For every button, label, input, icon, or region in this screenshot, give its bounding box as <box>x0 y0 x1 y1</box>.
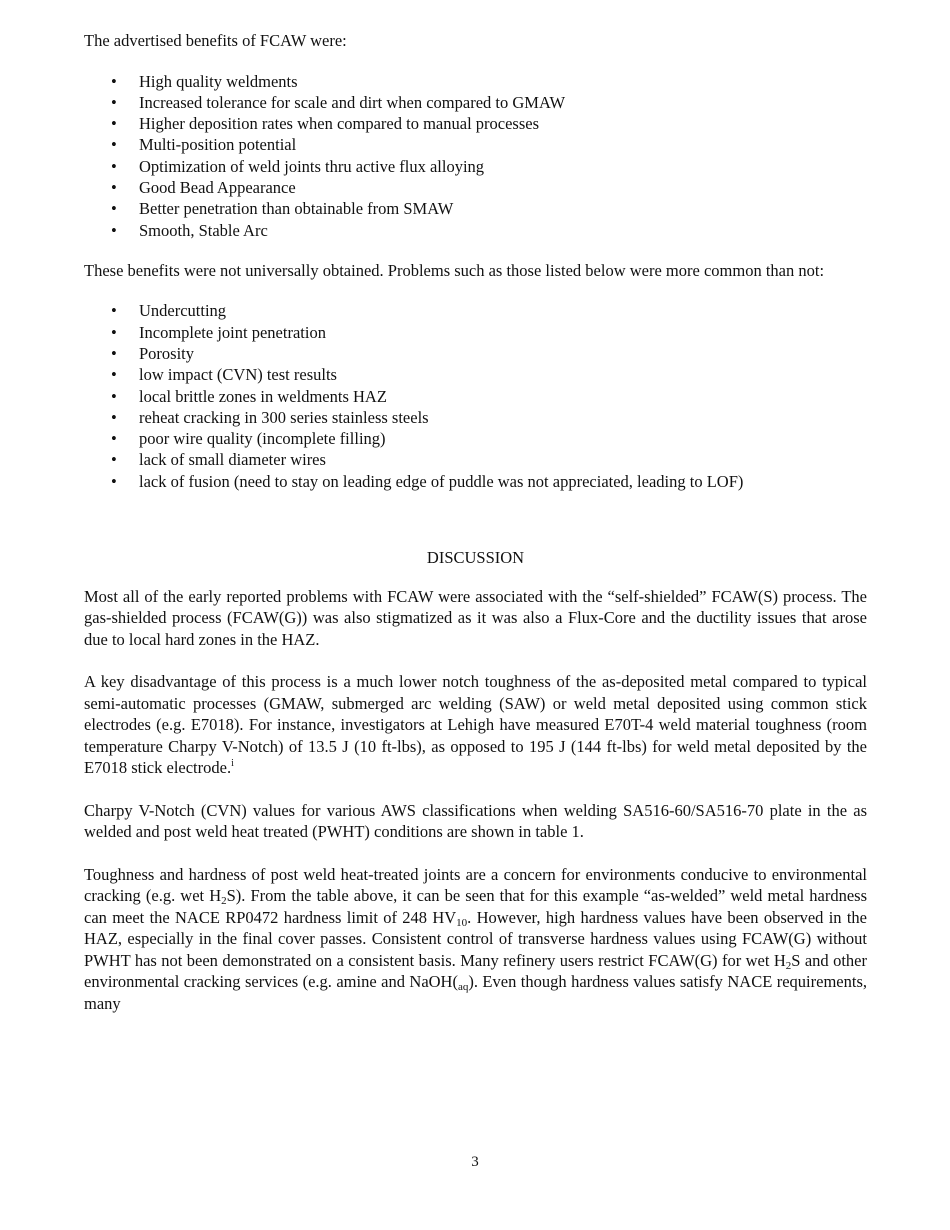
subscript: aq <box>457 981 469 994</box>
subscript: 2 <box>221 895 227 908</box>
benefit-item: • Better penetration than obtainable from SMAW <box>84 198 867 219</box>
benefit-item: • Smooth, Stable Arc <box>84 220 867 241</box>
text-run: . However, high hardness values have been observed in the HAZ, especially in the final cover passes. Consistent control of transverse hardness values using FCAW(G) without PWHT has not been demonstrated on a consistent basis. Many refinery users restrict FCAW(G) for wet H <box>84 907 867 970</box>
paragraph-text: A key disadvantage of this process is a much lower notch toughness of the as-deposited metal compared to typical semi-automatic processes (GMAW, submerged arc welding (SAW) or weld metal deposited using common stick electrodes (e.g. E7018). For instance, investigators at Lehigh have measured E70T-4 weld material toughness (room temperature Charpy V-Notch) of 13.5 J (10 ft-lbs), as opposed to 195 J (144 ft-lbs) for weld metal deposited by the E7018 stick electrode. <box>84 672 867 778</box>
benefit-item: • High quality weldments <box>84 71 867 92</box>
page-number: 3 <box>471 1154 479 1170</box>
benefits-intro: The advertised benefits of FCAW were: <box>84 31 347 50</box>
text-run: ). Even though hardness values satisfy NACE requirements, many <box>84 972 868 1013</box>
problem-item: • Incomplete joint penetration <box>84 322 867 343</box>
paragraph-hardness <box>84 864 867 1015</box>
problem-item: • reheat cracking in 300 series stainless steels <box>84 407 867 428</box>
text-run: S). From the table above, it can be seen that for this example “as-welded” weld metal hardness can meet the NACE RP0472 hardness limit of 248 HV <box>84 886 867 927</box>
problem-item: • lack of fusion (need to stay on leading edge of puddle was not appreciated, leading to LOF) <box>84 471 867 492</box>
benefit-item: • Good Bead Appearance <box>84 177 867 198</box>
subscript: 10 <box>456 916 468 929</box>
problem-item: • local brittle zones in weldments HAZ <box>84 386 867 407</box>
subscript: 2 <box>785 959 792 972</box>
paragraph-notch-toughness <box>84 671 867 779</box>
section-heading: DISCUSSION <box>426 548 525 568</box>
problems-intro: These benefits were not universally obtained. Problems such as those listed below were more common than not: <box>84 260 825 280</box>
text-run: Toughness and hardness of post weld heat-treated joints are a concern for environments conducive to environmental cracking (e.g. wet H <box>84 864 867 906</box>
problems-list <box>84 300 867 492</box>
problem-item: • Porosity <box>84 343 867 364</box>
paragraph-early-problems: Most all of the early reported problems with FCAW were associated with the “self-shielded” FCAW(S) process. The gas-shielded process (FCAW(G)) was also stigmatized as it was also a Flux-Core and the ductility issues that arose due to local hard zones in the HAZ. <box>84 586 867 649</box>
problem-item: • poor wire quality (incomplete filling) <box>84 428 867 449</box>
benefit-item: • Higher deposition rates when compared to manual processes <box>84 113 867 134</box>
benefit-item: • Multi-position potential <box>84 134 867 155</box>
paragraph-cvn-values: Charpy V-Notch (CVN) values for various AWS classifications when welding SA516-60/SA516-70 plate in the as welded and post weld heat treated (PWHT) conditions are shown in table 1. <box>84 800 867 842</box>
benefits-list <box>84 71 867 241</box>
footnote-reference[interactable]: i <box>231 758 234 770</box>
document-page <box>84 30 867 1035</box>
problem-item: • low impact (CVN) test results <box>84 364 867 385</box>
problem-item: • Undercutting <box>84 300 867 321</box>
benefit-item: • Optimization of weld joints thru active flux alloying <box>84 156 867 177</box>
problem-item: • lack of small diameter wires <box>84 449 867 470</box>
benefit-item: • Increased tolerance for scale and dirt when compared to GMAW <box>84 92 867 113</box>
text-run: S and other environmental cracking services (e.g. amine and NaOH( <box>84 950 867 992</box>
